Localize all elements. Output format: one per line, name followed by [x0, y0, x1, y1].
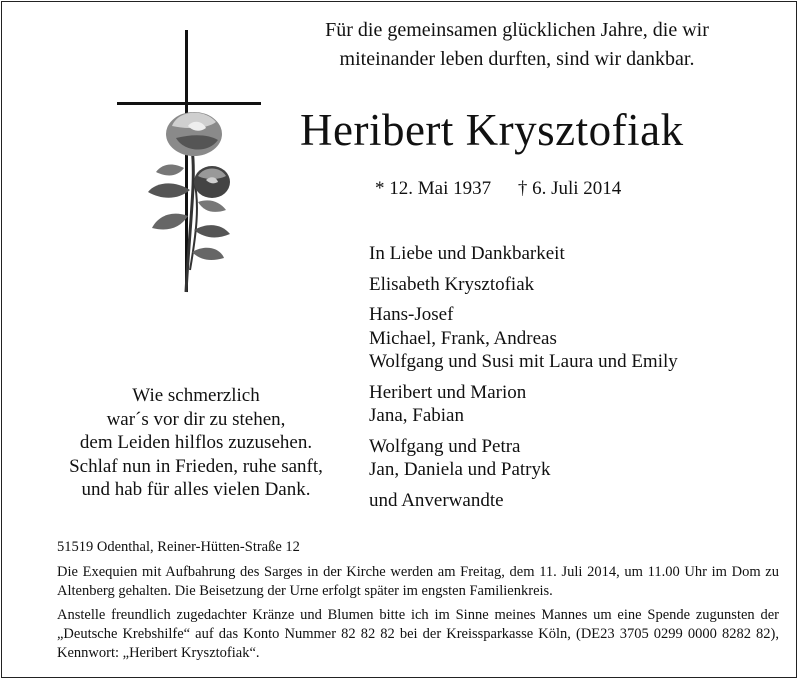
mourner-group [369, 381, 678, 428]
poem-line: Wie schmerzlich [132, 385, 260, 406]
mourner-group [369, 303, 678, 374]
mourner-line: In Liebe und Dankbarkeit [369, 243, 565, 264]
poem-line: war´s vor dir zu stehen, [106, 408, 286, 430]
obituary-notice [1, 1, 797, 678]
funeral-details: Die Exequien mit Aufbahrung des Sarges in der Kirche werden am Freitag, dem 11. Juli 2014, um 11.00 Uhr im Dom zu Altenberg gehalten. Die Beisetzung der Urne erfolgt später im engsten Familienkreis. [57, 564, 779, 599]
mourner-line: Wolfgang und Petra [369, 435, 521, 457]
mourner-line: Jana, Fabian [369, 405, 464, 426]
mourner-line: und Anverwandte [369, 489, 504, 511]
mourners-list [369, 242, 678, 519]
cross-with-rose-icon [112, 30, 272, 300]
mourner-line: Michael, Frank, Andreas [369, 327, 557, 349]
motto-line: Für die gemeinsamen glücklichen Jahre, die wir [325, 19, 709, 41]
mourner-line: Wolfgang und Susi mit Laura und Emily [369, 351, 678, 372]
poem-line: dem Leiden hilflos zuzusehen. [79, 432, 313, 453]
motto [252, 16, 782, 74]
mourner-group [369, 273, 678, 297]
mourner-line: Heribert und Marion [369, 381, 527, 403]
family-address: 51519 Odenthal, Reiner-Hütten-Straße 12 [57, 539, 300, 555]
footer-info [57, 538, 779, 668]
donation-request: Anstelle freundlich zugedachter Kränze und Blumen bitte ich im Sinne meines Mannes um eine Spende zugunsten der „Deutsche Krebshilfe“ auf das Konto Nummer 82 82 82 bei der Kreissparkasse Köln, (DE23 3705 0299 0000 8282 82), Kennwort: „Heribert Krysztofiak“. [57, 607, 779, 661]
mourner-group [369, 242, 678, 266]
poem-line: Schlaf nun in Frieden, ruhe sanft, [69, 455, 323, 477]
mourner-group [369, 489, 678, 513]
deceased-name: Heribert Krysztofiak [300, 105, 684, 155]
poem [46, 384, 346, 502]
mourner-group [369, 435, 678, 482]
poem-line: und hab für alles vielen Dank. [81, 479, 311, 500]
cross-with-rose-graphic [112, 30, 272, 300]
birth-date: * 12. Mai 1937 [375, 178, 492, 199]
motto-line: miteinander leben durften, sind wir dankbar. [339, 48, 695, 70]
death-date: † 6. Juli 2014 [517, 178, 622, 199]
mourner-line: Elisabeth Krysztofiak [369, 273, 535, 295]
life-dates [375, 178, 621, 200]
mourner-line: Jan, Daniela und Patryk [369, 459, 551, 480]
mourner-line: Hans-Josef [369, 304, 454, 325]
